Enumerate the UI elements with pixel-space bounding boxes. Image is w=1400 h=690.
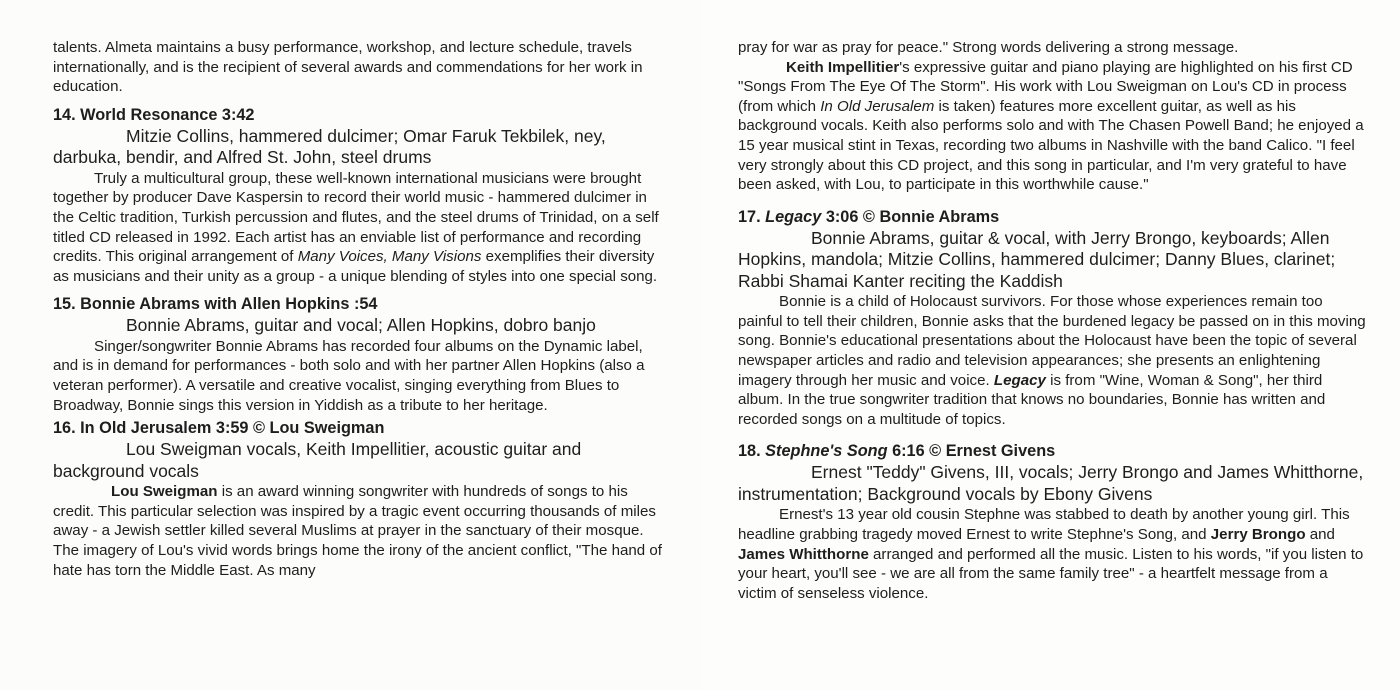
track-17-desc-a: Bonnie is a child of Holocaust survivors. For those whose experiences remain too painful to tell their children, Bonnie asks that the burdened legacy be passed on in this moving song. Bonnie's educational presentations about the Holocaust have been the topic of several newspaper articles and radio and television appearances; she presents an enlightening imagery through her music and voice. (738, 293, 1366, 389)
track-17-desc-title: Legacy (993, 371, 1046, 389)
track-14-desc-b: exemplifies their diversity as musicians and their unity as a group - a unique blending of styles into one special song. (53, 248, 658, 285)
keith-paragraph (738, 58, 1370, 195)
track-15-credits: Bonnie Abrams, guitar and vocal; Allen Hopkins, dobro banjo (126, 315, 596, 336)
track-17-number: 17. (738, 207, 766, 226)
track-16-continued: pray for war as pray for peace." Strong words delivering a strong message. (738, 39, 1239, 56)
track-14-description (53, 169, 663, 287)
track-17-credits: Bonnie Abrams, guitar & vocal, with Jerry Brongo, keyboards; Allen Hopkins, mandola; Mitzie Collins, hammered dulcimer; Danny Blues, clarinet; Rabbi Shamai Kanter reciting the Kaddish (738, 227, 1336, 291)
track-15 (53, 294, 663, 415)
track-14 (53, 105, 663, 287)
keith-text-b: is taken) features more excellent guitar, as well as his background vocals. Keith also performs solo and with The Chasen Powell Band; he enjoyed a 15 year musical stint in Texas, recording two albums in Nashville with the band Calico. "I feel very strongly about this CD project, and this song in particular, and I'm very grateful to have been asked, with Lou, to participate in this worthwhile cause." (738, 97, 1364, 194)
keith-italic: In Old Jerusalem (820, 97, 935, 115)
track-18-desc-a: Ernest's 13 year old cousin Stephne was stabbed to death by another young girl. This headline grabbing tragedy moved Ernest to write Stephne's Song, and (738, 506, 1350, 543)
track-18-number: 18. (738, 442, 766, 461)
track-16 (53, 418, 663, 580)
track-16-heading: 16. In Old Jerusalem 3:59 © Lou Sweigman (53, 419, 385, 438)
track-18-heading (738, 441, 1370, 462)
track-16-desc: is an award winning songwriter with hundreds of songs to his credit. This particular selection was inspired by a tragic event occurring thousands of miles away - a Jewish settler killed several Muslims at prayer in the sanctuary of their mosque. The imagery of Lou's vivid words brings home the irony of the ancient conflict, "The hand of hate has torn the Middle East. As many (53, 483, 662, 579)
track-15-description: Singer/songwriter Bonnie Abrams has recorded four albums on the Dynamic label, and is in demand for performances - both solo and with her partner Allen Hopkins (also a veteran performer). A versatile and creative vocalist, singing everything from Blues to Broadway, Bonnie sings this version in Yiddish as a tribute to her heritage. (53, 337, 645, 414)
spacer (53, 286, 663, 294)
left-column (53, 38, 663, 580)
track-17-heading (738, 207, 1370, 228)
track-16-desc-bold: Lou Sweigman (111, 483, 218, 501)
track-16-credits: Lou Sweigman vocals, Keith Impellitier, acoustic guitar and background vocals (53, 439, 582, 481)
track-18-description (738, 505, 1370, 603)
track-14-credits: Mitzie Collins, hammered dulcimer; Omar Faruk Tekbilek, ney, darbuka, bendir, and Alfred St. John, steel drums (53, 125, 606, 168)
right-column (738, 38, 1370, 603)
track-16-description (53, 482, 663, 580)
track-18-desc-b: arranged and performed all the music. Listen to his words, "if you listen to your heart, you'll see - we are all from the same family tree" - a heartfelt message from a victim of senseless violence. (738, 545, 1364, 602)
intro-paragraph: talents. Almeta maintains a busy performance, workshop, and lecture schedule, travels internationally, and is the recipient of several awards and commendations for her work in education. (53, 39, 643, 96)
track-17-time-credit: 3:06 © Bonnie Abrams (821, 207, 1000, 226)
track-18 (738, 441, 1370, 603)
keith-text-a: 's expressive guitar and piano playing are highlighted on his first CD "Songs From The Eye Of The Storm". His work with Lou Sweigman on Lou's CD in process (from which (738, 58, 1353, 115)
track-14-desc-italic: Many Voices, Many Visions (297, 248, 482, 266)
keith-name: Keith Impellitier (786, 58, 900, 76)
track-17-desc-b: is from "Wine, Woman & Song", her third album. In the true songwriter tradition that knows no boundaries, Bonnie has written and recorded songs on a multitude of topics. (738, 371, 1326, 428)
track-17-description (738, 292, 1370, 429)
track-18-bold-1: Jerry Brongo (1210, 526, 1306, 543)
track-14-heading: 14. World Resonance 3:42 (53, 105, 255, 124)
track-17 (738, 207, 1370, 430)
track-18-and: and (1305, 526, 1335, 543)
track-18-credits: Ernest "Teddy" Givens, III, vocals; Jerry Brongo and James Whitthorne, instrumentation; Background vocals by Ebony Givens (738, 462, 1364, 504)
spacer (738, 429, 1370, 441)
spacer (53, 97, 663, 105)
track-15-heading: 15. Bonnie Abrams with Allen Hopkins :54 (53, 295, 378, 314)
track-18-bold-2: James Whitthorne (738, 545, 869, 563)
spacer (738, 195, 1370, 207)
track-14-desc-a: Truly a multicultural group, these well-known international musicians were brought together by producer Dave Kaspersin to record their world music - hammered dulcimer in the Celtic tradition, Turkish percussion and flutes, and the steel drums of Trinidad, on a self titled CD released in 1992. Each artist has an enviable list of performance and recording credits. This original arrangement of (53, 169, 659, 266)
track-17-title: Legacy (765, 207, 822, 226)
track-18-time-credit: 6:16 © Ernest Givens (887, 442, 1056, 461)
track-18-title: Stephne's Song (765, 442, 888, 461)
